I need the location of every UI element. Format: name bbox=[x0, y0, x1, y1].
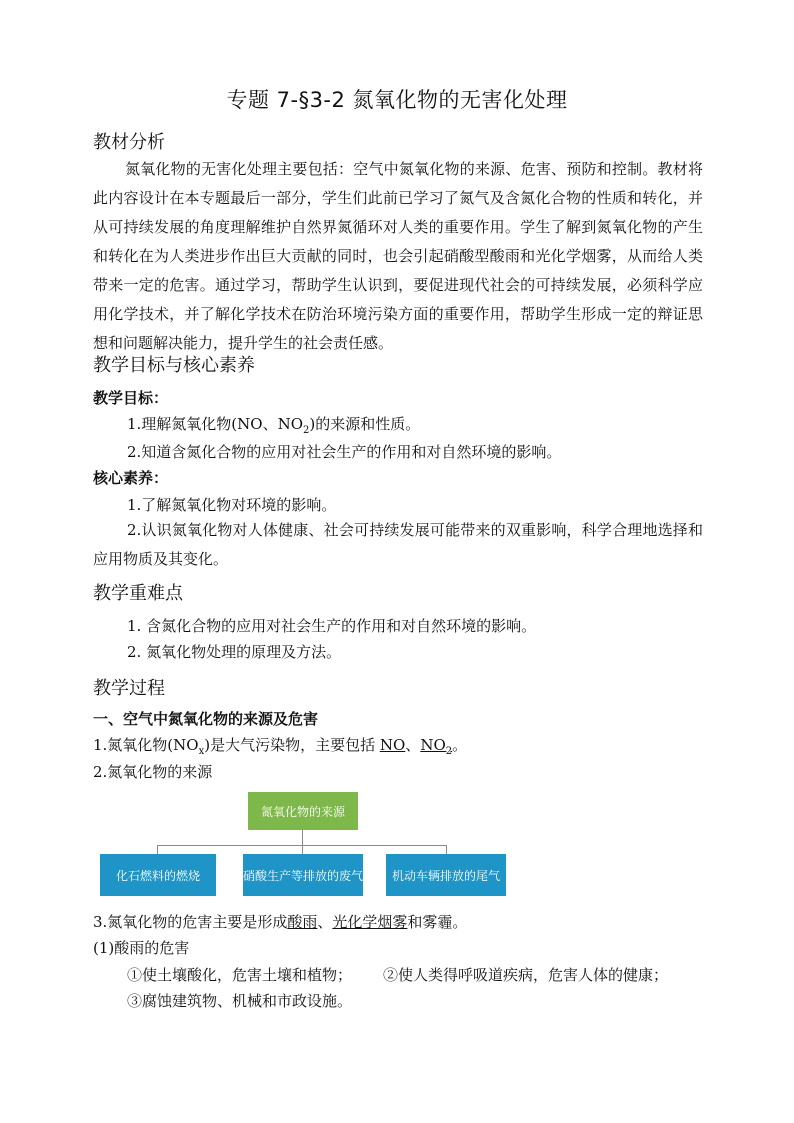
connector-leaf-2 bbox=[302, 845, 303, 854]
core-2: 2.认识氮氧化物对人体健康、社会可持续发展可能带来的双重影响，科学合理地选择和应用物质及其变化。 bbox=[93, 521, 703, 568]
diagram-root-box: 氮氧化物的来源 bbox=[248, 792, 358, 830]
core-1: 1.了解氮氧化物对环境的影响。 bbox=[127, 496, 337, 514]
analysis-paragraph: 氮氧化物的无害化处理主要包括：空气中氮氧化物的来源、危害、预防和控制。教材将此内容设计在本专题最后一部分，学生们此前已学习了氮气及含氮化合物的性质和转化，并从可持续发展的角度理解维护自然界氮循环对人类的重要作用。学生了解到氮氧化物的产生和转化在为人类进步作出巨大贡献的同时，也会引起硝酸型酸雨和光化学烟雾，从而给人类带来一定的危害。通过学习，帮助学生认识到，要促进现代社会的可持续发展，必须科学应用化学技术，并了解化学技术在防治环境污染方面的重要作用，帮助学生形成一定的辩证思想和问题解决能力，提升学生的社会责任感。 bbox=[93, 160, 703, 352]
process-subheading: 一、空气中氮氧化物的来源及危害 bbox=[93, 710, 319, 728]
harm-3: ③腐蚀建筑物、机械和市政设施。 bbox=[127, 992, 353, 1010]
connector-leaf-1 bbox=[157, 845, 158, 854]
objectives-label: 教学目标： bbox=[93, 389, 169, 407]
heading-analysis: 教材分析 bbox=[93, 132, 165, 153]
difficulty-2: 2. 氮氧化物处理的原理及方法。 bbox=[127, 643, 342, 661]
harm-2: ②使人类得呼吸道疾病，危害人体的健康； bbox=[383, 966, 669, 984]
diagram-leaf-vehicles: 机动车辆排放的尾气 bbox=[386, 854, 506, 896]
heading-difficulties: 教学重难点 bbox=[93, 583, 183, 604]
connector-leaf-3 bbox=[446, 845, 447, 854]
objective-1: 1.理解氮氧化物(NO、$NO_2$)的来源和性质。 bbox=[127, 415, 421, 436]
difficulty-1: 1. 含氮化合物的应用对社会生产的作用和对自然环境的影响。 bbox=[127, 617, 537, 635]
page-title: 专题 7-§3-2 氮氧化物的无害化处理 bbox=[226, 88, 568, 112]
core-literacy-label: 核心素养： bbox=[93, 469, 169, 487]
harm-1: ①使土壤酸化，危害土壤和植物； bbox=[127, 966, 353, 984]
connector-vertical-root bbox=[302, 830, 303, 846]
diagram-leaf-fossil-fuel: 化石燃料的燃烧 bbox=[100, 854, 216, 896]
point-2: 2.氮氧化物的来源 bbox=[93, 763, 213, 781]
acid-rain-label: (1)酸雨的危害 bbox=[93, 939, 190, 957]
point-3: 3.氮氧化物的危害主要是形成酸雨、光化学烟雾和雾霾。 bbox=[93, 913, 468, 931]
objective-2: 2.知道含氮化合物的应用对社会生产的作用和对自然环境的影响。 bbox=[127, 443, 562, 461]
heading-goals: 教学目标与核心素养 bbox=[93, 355, 255, 376]
heading-process: 教学过程 bbox=[93, 678, 165, 699]
point-1: 1.氮氧化物$(NO_x)$是大气污染物，主要包括 NO、$NO_2$。 bbox=[93, 736, 468, 757]
diagram-leaf-nitric-acid: 硝酸生产等排放的废气 bbox=[243, 854, 363, 896]
